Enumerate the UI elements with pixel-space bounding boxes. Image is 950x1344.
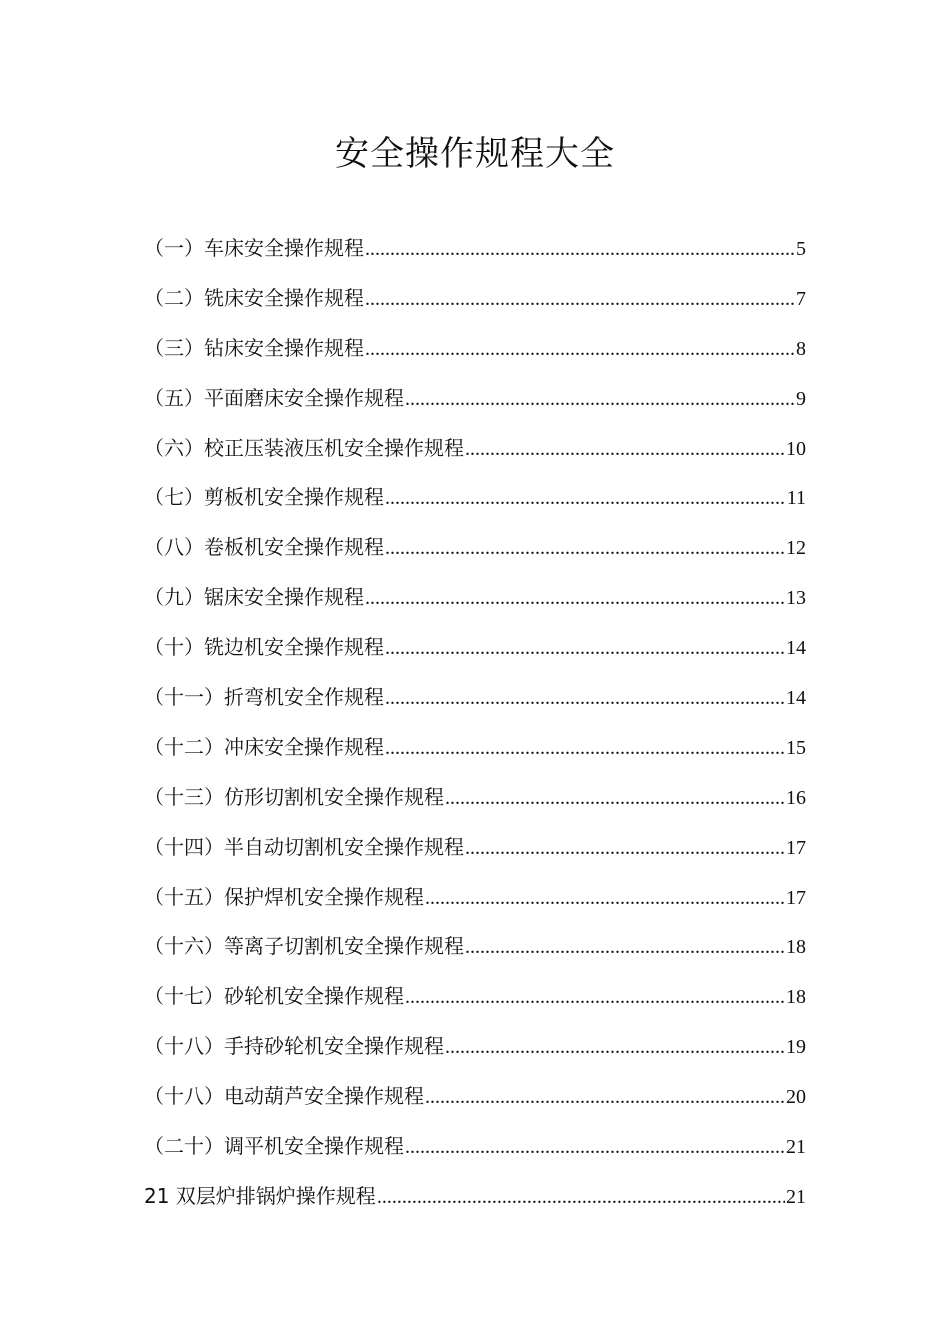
toc-entry[interactable] [144, 226, 806, 276]
toc-entry-page-number: 19 [786, 1036, 806, 1059]
toc-entry-label: （三）钻床安全操作规程 [144, 335, 364, 360]
toc-entry[interactable] [144, 625, 806, 675]
toc-entry-page-number: 17 [786, 886, 806, 909]
toc-entry[interactable] [144, 475, 806, 525]
toc-dot-leader [445, 1025, 785, 1069]
toc-dot-leader [385, 676, 785, 720]
toc-entry-label: （十八）电动葫芦安全操作规程 [144, 1084, 424, 1109]
toc-entry-label: （十）铣边机安全操作规程 [144, 635, 384, 660]
toc-dot-leader [465, 925, 785, 969]
toc-entry[interactable] [144, 725, 806, 775]
toc-entry-page-number: 18 [786, 936, 806, 959]
toc-dot-leader [405, 975, 785, 1019]
toc-entry[interactable] [144, 1124, 806, 1174]
toc-entry[interactable] [144, 575, 806, 625]
toc-dot-leader [365, 327, 795, 371]
toc-entry[interactable] [144, 974, 806, 1024]
toc-entry-page-number: 9 [796, 387, 806, 410]
toc-entry[interactable] [144, 875, 806, 925]
toc-entry-page-number: 7 [796, 287, 806, 310]
toc-dot-leader [385, 726, 785, 770]
toc-entry-label: （十五）保护焊机安全操作规程 [144, 884, 424, 909]
toc-dot-leader [385, 526, 785, 570]
toc-entry-label: （十八）手持砂轮机安全操作规程 [144, 1034, 444, 1059]
table-of-contents [144, 226, 806, 1224]
toc-dot-leader [365, 227, 795, 271]
toc-dot-leader [425, 876, 785, 920]
toc-entry-page-number: 13 [786, 587, 806, 610]
toc-entry-label: 21 双层炉排锅炉操作规程 [144, 1183, 376, 1208]
toc-dot-leader [377, 1175, 785, 1219]
toc-entry-label: （十三）仿形切割机安全操作规程 [144, 784, 444, 809]
toc-entry[interactable] [144, 376, 806, 426]
toc-dot-leader [365, 277, 795, 321]
toc-dot-leader [385, 476, 786, 520]
toc-dot-leader [405, 377, 795, 421]
toc-entry-page-number: 12 [786, 537, 806, 560]
toc-dot-leader [405, 1125, 785, 1169]
toc-entry[interactable] [144, 426, 806, 476]
toc-entry-label: （九）锯床安全操作规程 [144, 585, 364, 610]
toc-entry-page-number: 11 [786, 487, 806, 510]
toc-entry[interactable] [144, 675, 806, 725]
toc-entry-label: （一）车床安全操作规程 [144, 236, 364, 260]
toc-entry[interactable] [144, 924, 806, 974]
toc-entry-label: （二）铣床安全操作规程 [144, 285, 364, 310]
toc-entry-page-number: 15 [786, 736, 806, 759]
toc-entry[interactable] [144, 825, 806, 875]
toc-entry-label: （二十）调平机安全操作规程 [144, 1134, 404, 1159]
toc-entry-page-number: 5 [796, 238, 806, 260]
toc-entry-label: （十一）折弯机安全作规程 [144, 685, 384, 710]
toc-entry-page-number: 20 [786, 1086, 806, 1109]
toc-dot-leader [465, 826, 785, 870]
toc-entry[interactable] [144, 276, 806, 326]
toc-dot-leader [425, 1075, 785, 1119]
toc-entry-label: （十六）等离子切割机安全操作规程 [144, 934, 464, 959]
document-title: 安全操作规程大全 [335, 134, 615, 174]
toc-entry-page-number: 18 [786, 986, 806, 1009]
toc-entry-page-number: 16 [786, 786, 806, 809]
toc-entry[interactable] [144, 1074, 806, 1124]
toc-entry-page-number: 21 [786, 1185, 806, 1208]
toc-entry-label: （五）平面磨床安全操作规程 [144, 385, 404, 410]
toc-entry-page-number: 14 [786, 637, 806, 660]
toc-entry-label: （十七）砂轮机安全操作规程 [144, 984, 404, 1009]
toc-dot-leader [365, 576, 785, 620]
toc-entry[interactable] [144, 775, 806, 825]
toc-entry-label: （六）校正压装液压机安全操作规程 [144, 435, 464, 460]
toc-entry-page-number: 21 [786, 1136, 806, 1159]
toc-entry-label: （十四）半自动切割机安全操作规程 [144, 834, 464, 859]
toc-entry-page-number: 14 [786, 687, 806, 710]
toc-entry-page-number: 17 [786, 836, 806, 859]
toc-entry[interactable] [144, 1174, 806, 1224]
toc-entry[interactable] [144, 326, 806, 376]
toc-entry-label: （十二）冲床安全操作规程 [144, 734, 384, 759]
toc-entry[interactable] [144, 525, 806, 575]
toc-entry[interactable] [144, 1024, 806, 1074]
toc-entry-page-number: 10 [786, 437, 806, 460]
toc-dot-leader [445, 776, 785, 820]
toc-entry-label: （八）卷板机安全操作规程 [144, 535, 384, 560]
toc-dot-leader [465, 427, 785, 471]
toc-entry-label: （七）剪板机安全操作规程 [144, 485, 384, 510]
toc-entry-page-number: 8 [796, 337, 806, 360]
toc-dot-leader [385, 626, 785, 670]
